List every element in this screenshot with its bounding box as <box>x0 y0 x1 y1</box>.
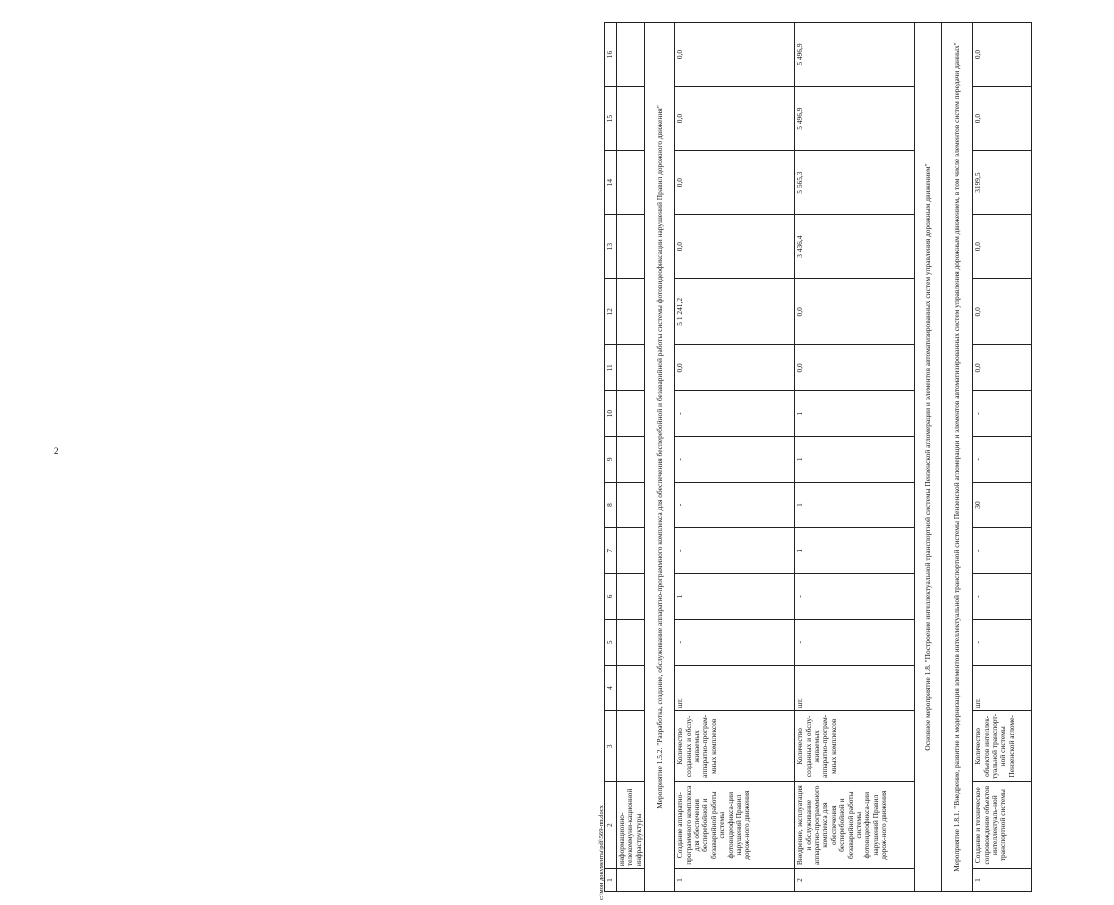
value-cell: 5 1 241,2 <box>675 279 795 345</box>
table-row <box>675 23 795 892</box>
unit-cell: шт. <box>973 665 1032 711</box>
value-cell: 0,0 <box>795 345 915 391</box>
table-row <box>795 23 915 892</box>
header-cell: 13 <box>605 215 617 279</box>
value-cell: 3 436,4 <box>795 215 915 279</box>
header-cell: 10 <box>605 391 617 437</box>
table-cell <box>617 574 645 620</box>
header-cell: 5 <box>605 619 617 665</box>
section-row <box>915 23 942 892</box>
section-row <box>645 23 675 892</box>
measure-name: Создание аппаратно-программного комплекса для обеспечения бесперебойной и безаварийной работы системы фотовидеофикса-ции нарушений Правил дорож-ного движения <box>675 782 795 869</box>
table-cell <box>617 345 645 391</box>
section-title-181: Мероприятие 1.8.1. "Внедрение, развитие и модернизация элементов интеллектуальной транспортной системы Пензенской агломерации и элементов автоматизированных систем управления дорожным движением, в том числе элементов систем передачи данных" <box>942 23 973 892</box>
header-cell: 1 <box>605 869 617 892</box>
rotated-table-wrapper <box>604 22 1114 892</box>
indicator-name: Количество объектов интеллек-туальной транспорт-ной системы Пензенской агломе- <box>973 711 1032 782</box>
value-cell: - <box>675 528 795 574</box>
header-cell: 3 <box>605 711 617 782</box>
header-cell: 14 <box>605 151 617 215</box>
header-cell: 12 <box>605 279 617 345</box>
value-cell: 1 <box>795 528 915 574</box>
value-cell: 0,0 <box>973 345 1032 391</box>
row-number: 1 <box>973 869 1032 892</box>
value-cell: 1 <box>795 482 915 528</box>
value-cell: - <box>675 482 795 528</box>
section-title-152: Мероприятие 1.5.2. "Разработка, создание, обслуживание аппаратно-программного комплекса для обеспечения бесперебойной и безаварийной работы системы фотовидеофиксации нарушений Правил дорожного движения" <box>645 23 675 892</box>
value-cell: 0,0 <box>795 279 915 345</box>
value-cell: 1 <box>795 391 915 437</box>
value-cell: 1 <box>795 436 915 482</box>
footer-file-path: c:\мои документы\pdf\569-пп.docx <box>598 805 605 900</box>
table-cell <box>617 87 645 151</box>
table-cell <box>617 869 645 892</box>
value-cell: 0,0 <box>973 279 1032 345</box>
indicator-name: Количество созданных и обслу-живаемых аппаратно-програм-мных комплексов <box>795 711 915 782</box>
value-cell: 0,0 <box>675 215 795 279</box>
table-cell <box>617 279 645 345</box>
table-cell <box>617 215 645 279</box>
value-cell: 5 496,9 <box>795 87 915 151</box>
value-cell: - <box>973 574 1032 620</box>
value-cell: 0,0 <box>973 23 1032 87</box>
value-cell: 0,0 <box>973 87 1032 151</box>
value-cell: - <box>973 391 1032 437</box>
table-cell: информационно-телекоммуни-кационной инфраструктуры <box>617 782 645 869</box>
value-cell: 0,0 <box>973 215 1032 279</box>
table-cell <box>617 528 645 574</box>
row-number: 2 <box>795 869 915 892</box>
table-cell <box>617 391 645 437</box>
table-cell <box>617 665 645 711</box>
header-cell: 2 <box>605 782 617 869</box>
section-row <box>942 23 973 892</box>
value-cell: 30 <box>973 482 1032 528</box>
value-cell: 0,0 <box>675 87 795 151</box>
table-row <box>973 23 1032 892</box>
value-cell: 1 <box>675 574 795 620</box>
header-cell: 4 <box>605 665 617 711</box>
program-table <box>604 22 1032 892</box>
value-cell: - <box>795 574 915 620</box>
value-cell: - <box>973 436 1032 482</box>
indicator-name: Количество созданных и обслу-живаемых аппаратно-програм-мных комплексов <box>675 711 795 782</box>
page-number: 2 <box>54 446 59 456</box>
value-cell: 5 496,9 <box>795 23 915 87</box>
header-cell: 11 <box>605 345 617 391</box>
section-title-18: Основное мероприятие 1.8. "Построение интеллектуальной транспортной системы Пензенской агломерации и элементов автоматизированных систем управления дорожным движением" <box>915 23 942 892</box>
header-row <box>605 23 617 892</box>
value-cell: - <box>795 619 915 665</box>
header-cell: 6 <box>605 574 617 620</box>
value-cell: 5 565,3 <box>795 151 915 215</box>
value-cell: 0,0 <box>675 345 795 391</box>
measure-name: Внедрение, эксплуатация и обслуживание аппаратно-программного комплекса для обеспечения бесперебойной и безаварийной работы системы фотовидеофикса-ции нарушений Правил дорож-ного движения <box>795 782 915 869</box>
value-cell: - <box>973 528 1032 574</box>
value-cell: - <box>675 619 795 665</box>
header-cell: 16 <box>605 23 617 87</box>
unit-cell: шт. <box>795 665 915 711</box>
header-cell: 7 <box>605 528 617 574</box>
table-cell <box>617 482 645 528</box>
unit-cell: шт. <box>675 665 795 711</box>
table-cell <box>617 436 645 482</box>
value-cell: 3199,5 <box>973 151 1032 215</box>
table-cell <box>617 151 645 215</box>
table-cell <box>617 619 645 665</box>
row-number: 1 <box>675 869 795 892</box>
value-cell: - <box>675 436 795 482</box>
value-cell: - <box>973 619 1032 665</box>
value-cell: 0,0 <box>675 151 795 215</box>
table-row <box>617 23 645 892</box>
table-cell <box>617 711 645 782</box>
header-cell: 9 <box>605 436 617 482</box>
value-cell: - <box>675 391 795 437</box>
header-cell: 15 <box>605 87 617 151</box>
value-cell: 0,0 <box>675 23 795 87</box>
header-cell: 8 <box>605 482 617 528</box>
measure-name: Создание и техническое сопровождение объектов интеллектуаль-ной транспортной системы <box>973 782 1032 869</box>
table-cell <box>617 23 645 87</box>
